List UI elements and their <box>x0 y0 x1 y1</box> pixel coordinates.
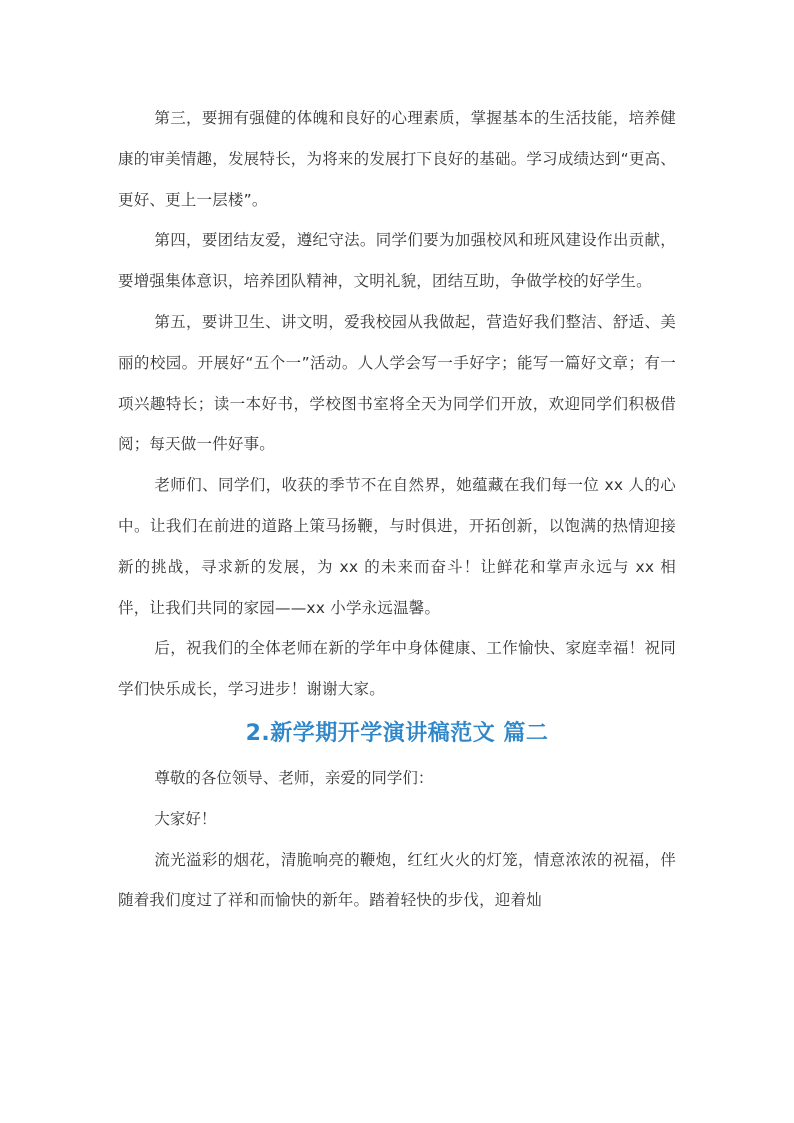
document-body <box>118 98 676 921</box>
paragraph-fifth: 第五，要讲卫生、讲文明，爱我校园从我做起，营造好我们整洁、舒适、美丽的校园。开展好“五个一”活动。人人学会写一手好字；能写一篇好文章；有一项兴趣特长；读一本好书，学校图书室将全天为同学们开放，欢迎同学们积极借阅；每天做一件好事。 <box>118 312 676 454</box>
greeting-line: 尊敬的各位领导、老师，亲爱的同学们： <box>154 768 434 787</box>
paragraph-fireworks: 流光溢彩的烟花，清脆响亮的鞭炮，红红火火的灯笼，情意浓浓的祝福，伴随着我们度过了祥和而愉快的新年。踏着轻快的步伐，迎着灿 <box>118 850 676 910</box>
paragraph-harvest: 老师们、同学们，收获的季节不在自然界，她蕴藏在我们每一位 xx 人的心中。让我们在前进的道路上策马扬鞭，与时俱进，开拓创新，以饱满的热情迎接新的挑战，寻求新的发展，为 xx 的未来而奋斗！让鲜花和掌声永远与 xx 相伴，让我们共同的家园——xx 小学永远温馨。 <box>118 476 676 617</box>
paragraph-closing: 后，祝我们的全体老师在新的学年中身体健康、工作愉快、家庭幸福！祝同学们快乐成长，学习进步！谢谢大家。 <box>118 639 676 699</box>
paragraph-fourth: 第四，要团结友爱，遵纪守法。同学们要为加强校风和班风建设作出贡献，要增强集体意识，培养团队精神，文明礼貌，团结互助，争做学校的好学生。 <box>118 231 676 291</box>
hello-line: 大家好！ <box>154 809 217 828</box>
section-heading: 2.新学期开学演讲稿范文 篇二 <box>245 720 549 746</box>
paragraph-third: 第三，要拥有强健的体魄和良好的心理素质，掌握基本的生活技能，培养健康的审美情趣，发展特长，为将来的发展打下良好的基础。学习成绩达到“更高、更好、更上一层楼”。 <box>118 109 676 209</box>
